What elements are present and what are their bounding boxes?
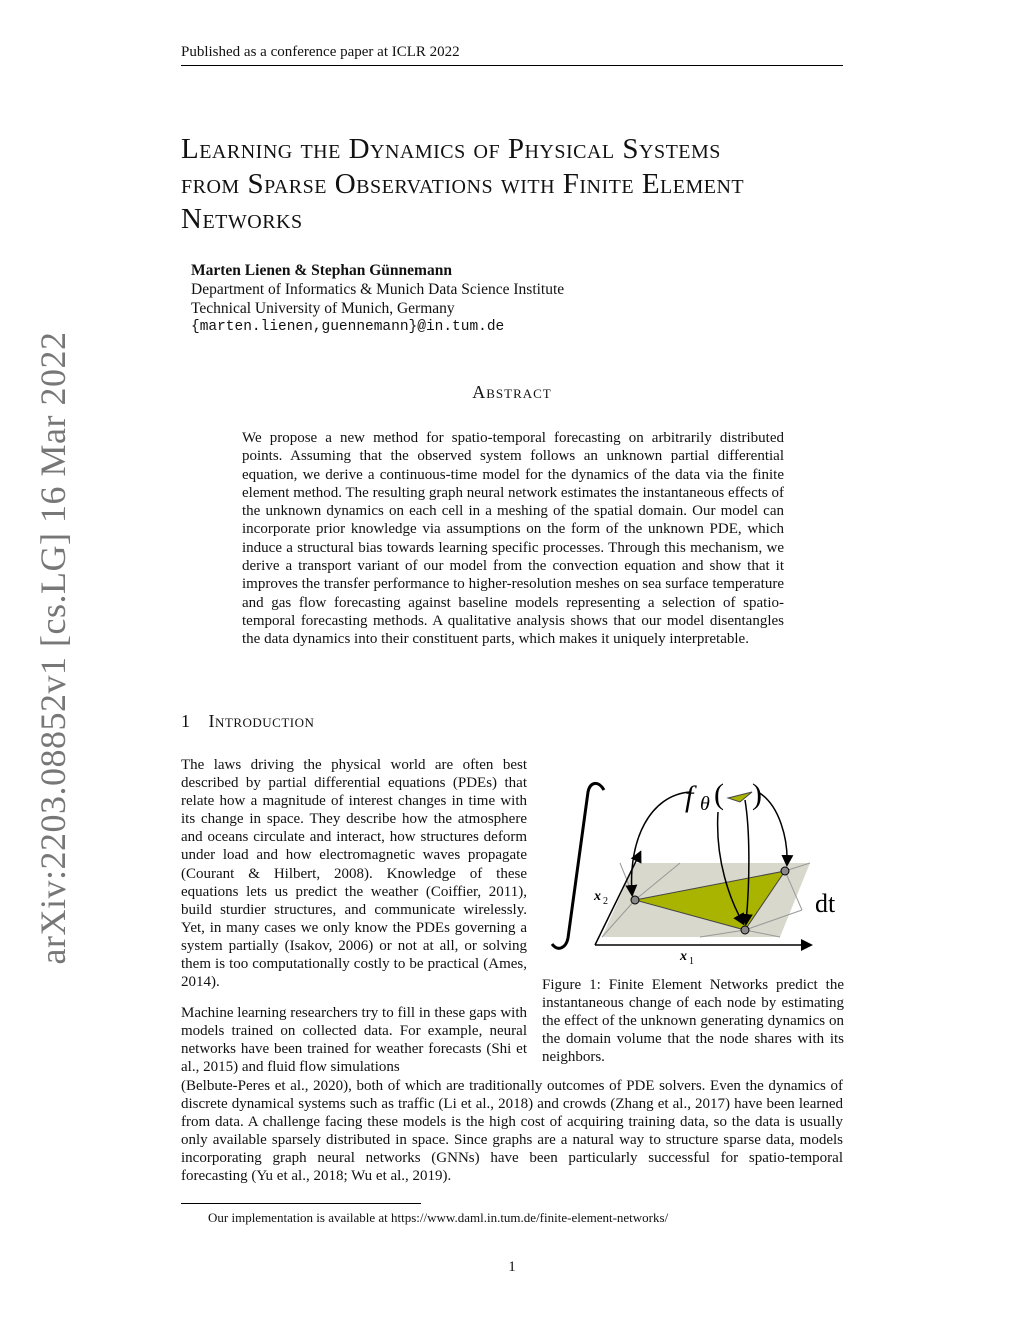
intro-paragraph-3: (Belbute-Peres et al., 2020), both of which are traditionally outcomes of PDE solvers. Even the dynamics of discrete dynamical systems such as traffic (Li et al., 2018) and crowds (Zhang et al., 2017) have been learned from data. A challenge facing these models is the high cost of acquiring training data, so the data is usually only available sparsely distributed in space. Since graphs are a natural way to structure sparse data, models incorporating graph neural networks (GNNs) have been particularly successful for spatio-temporal forecasting (Yu et al., 2018; Wu et al., 2019).: [181, 1078, 843, 1185]
author-block: [191, 261, 564, 337]
title-line-1: Learning the Dynamics of Physical Systems: [181, 133, 721, 165]
arrow-to-right-node: [758, 792, 787, 864]
title-line-2: from Sparse Observations with Finite Element: [181, 168, 745, 200]
abstract-text: We propose a new method for spatio-temporal forecasting on arbitrarily distributed points. Assuming that the observed system follows an unknown partial differential equation, we derive a continuous-time model for the dynamics of the data via the finite element method. The resulting graph neural network estimates the instantaneous effects of the unknown dynamics on each cell in a meshing of the spatial domain. Our model can incorporate prior knowledge via assumptions on the form of the unknown PDE, which induce a structural bias towards learning specific processes. Through this mechanism, we derive a transport variant of our model from the convection equation and show that it improves the transfer performance to higher-resolution meshes on sea surface temperature and gas flow forecasting against baseline models representing a selection of spatio-temporal forecasting methods. A qualitative analysis shows that our model disentangles the data dynamics into their constituent parts, which makes it uniquely interpretable.: [242, 430, 784, 648]
footnote-rule: [181, 1203, 421, 1204]
close-paren: ): [752, 778, 762, 811]
intro-paragraph-2: Machine learning researchers try to fill in these gaps with models trained on collected data. For example, neural networks have been trained for weather forecasts (Shi et al., 2015) and fluid flow simulations: [181, 1005, 527, 1076]
abstract-heading: Abstract: [472, 382, 552, 402]
f-label: f: [685, 780, 694, 813]
section-number: 1: [181, 711, 191, 731]
node-right: [781, 867, 789, 875]
small-triangle-icon: [728, 792, 752, 802]
running-header: Published as a conference paper at ICLR 2022: [181, 44, 460, 60]
section-title: Introduction: [208, 711, 315, 731]
paper-title: [181, 132, 861, 237]
arxiv-identifier[interactable]: arXiv:2203.08852v1 [cs.LG] 16 Mar 2022: [33, 331, 73, 965]
section-heading: [181, 711, 314, 732]
x2-label: x: [594, 889, 601, 904]
dt-label: dt: [815, 889, 836, 918]
author-department: Department of Informatics & Munich Data Science Institute: [191, 281, 565, 298]
author-university: Technical University of Munich, Germany: [191, 300, 455, 317]
figure-1-caption: Figure 1: Finite Element Networks predict the instantaneous change of each node by estimating the effect of the unknown generating dynamics on the domain volume that the node shares with its neighbors.: [542, 977, 844, 1066]
page-number: 1: [508, 1259, 516, 1275]
theta-label: θ: [700, 793, 710, 815]
integral-sign: [552, 783, 604, 948]
x2-subscript: 2: [603, 896, 608, 907]
x1-subscript: 1: [689, 956, 694, 967]
intro-paragraph-1: The laws driving the physical world are often best described by partial differential equations (PDEs) that relate how a magnitude of interest changes in time with its change in space. They describe how the atmosphere and oceans circulate and interact, how structures deform under load and how electromagnetic waves propagate (Courant & Hilbert, 2008). Knowledge of these equations lets us predict the weather (Coiffier, 2011), build sturdier structures, and communicate wirelessly. Yet, in many cases we only know the PDEs governing a system partially (Isakov, 2006) or not at all, or solving them is too computationally costly to be practical (Ames, 2014).: [181, 757, 527, 991]
author-names: Marten Lienen & Stephan Günnemann: [191, 262, 452, 279]
node-left: [631, 896, 639, 904]
header-rule: [181, 65, 843, 66]
footnote-text[interactable]: Our implementation is available at https://www.daml.in.tum.de/finite-element-networks/: [208, 1210, 669, 1225]
node-bottom: [741, 926, 749, 934]
x1-label: x: [680, 949, 687, 964]
author-email[interactable]: {marten.lienen,guennemann}@in.tum.de: [191, 319, 505, 335]
title-line-3: Networks: [181, 203, 303, 235]
figure-1-diagram: [540, 770, 845, 970]
open-paren: (: [714, 778, 724, 811]
